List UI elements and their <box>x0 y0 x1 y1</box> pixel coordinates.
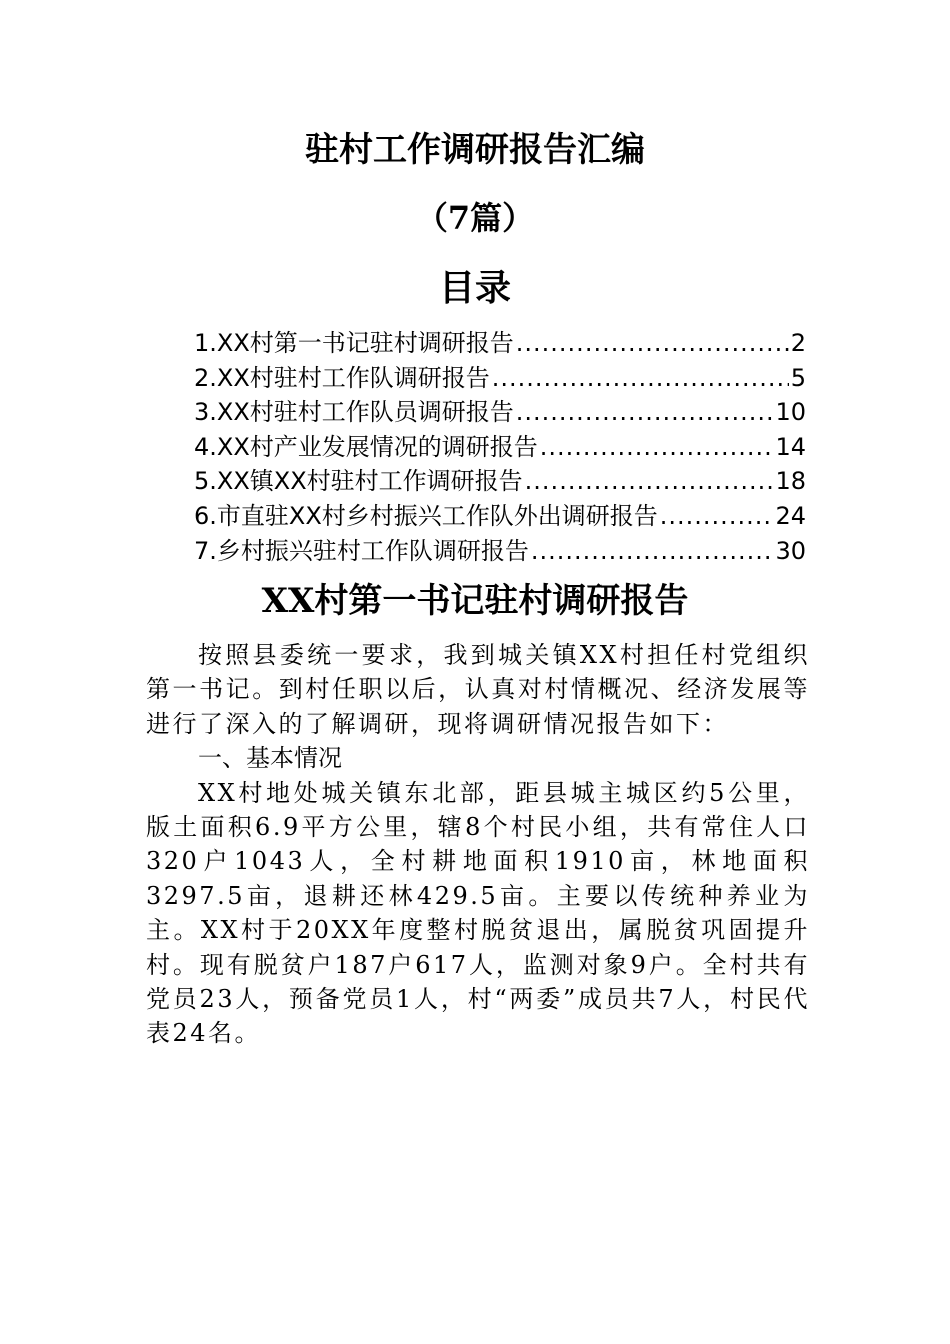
intro-paragraph: 按照县委统一要求，我到城关镇XX村担任村党组织第一书记。到村任职以后，认真对村情概况、经济发展等进行了深入的了解调研，现将调研情况报告如下： <box>146 641 810 738</box>
toc-entry-page: 14 <box>775 432 806 461</box>
toc-heading: 目录 <box>438 267 511 309</box>
body-text <box>146 638 810 1051</box>
toc-entry-title: 6.市直驻XX村乡村振兴工作队外出调研报告 <box>194 501 658 530</box>
toc-entry-page: 2 <box>790 329 806 357</box>
toc-entry[interactable] <box>194 430 806 465</box>
toc-entry[interactable] <box>194 464 806 499</box>
toc-entry[interactable] <box>194 395 806 430</box>
basic-info-paragraph: XX村地处城关镇东北部，距县城主城区约5公里，版土面积6.9平方公里，辖8个村民小组，共有常住人口320户1043人，全村耕地面积1910亩，林地面积3297.5亩，退耕还林429.5亩。主要以传统种养业为主。XX村于20XX年度整村脱贫退出，属脱贫巩固提升村。现有脱贫户187户617人，监测对象9户。全村共有党员23人，预备党员1人，村“两委”成员共7人，村民代表24名。 <box>146 778 810 1048</box>
toc-dot-leader <box>660 499 774 534</box>
toc-entry-page: 10 <box>775 398 806 427</box>
toc-entry-title: 1.XX村第一书记驻村调研报告 <box>194 329 514 357</box>
toc-entry-page: 30 <box>775 536 806 565</box>
toc-dot-leader <box>516 395 774 430</box>
toc-dot-leader <box>531 534 774 569</box>
toc-entry[interactable] <box>194 326 806 361</box>
toc-entry-page: 5 <box>790 363 806 392</box>
toc-entry[interactable] <box>194 499 806 534</box>
toc-entry-title: 3.XX村驻村工作队员调研报告 <box>194 398 514 427</box>
toc-entry[interactable] <box>194 534 806 569</box>
toc-dot-leader <box>525 464 774 499</box>
subheading-basic-info: 一、基本情况 <box>198 744 342 773</box>
section-title: XX村第一书记驻村调研报告 <box>261 581 689 621</box>
toc-entry[interactable] <box>194 361 806 396</box>
toc-entry-page: 18 <box>775 467 806 496</box>
toc-dot-leader <box>540 430 774 465</box>
toc-entry-title: 7.乡村振兴驻村工作队调研报告 <box>194 536 529 565</box>
document-title: 驻村工作调研报告汇编 <box>305 130 645 170</box>
toc-dot-leader <box>516 326 789 361</box>
toc-entry-page: 24 <box>775 501 806 530</box>
toc-entry-title: 2.XX村驻村工作队调研报告 <box>194 363 490 392</box>
toc-entry-title: 5.XX镇XX村驻村工作调研报告 <box>194 467 523 496</box>
document-subtitle: （7篇） <box>415 199 535 237</box>
table-of-contents <box>194 326 806 568</box>
toc-entry-title: 4.XX村产业发展情况的调研报告 <box>194 432 538 461</box>
toc-dot-leader <box>492 361 789 396</box>
